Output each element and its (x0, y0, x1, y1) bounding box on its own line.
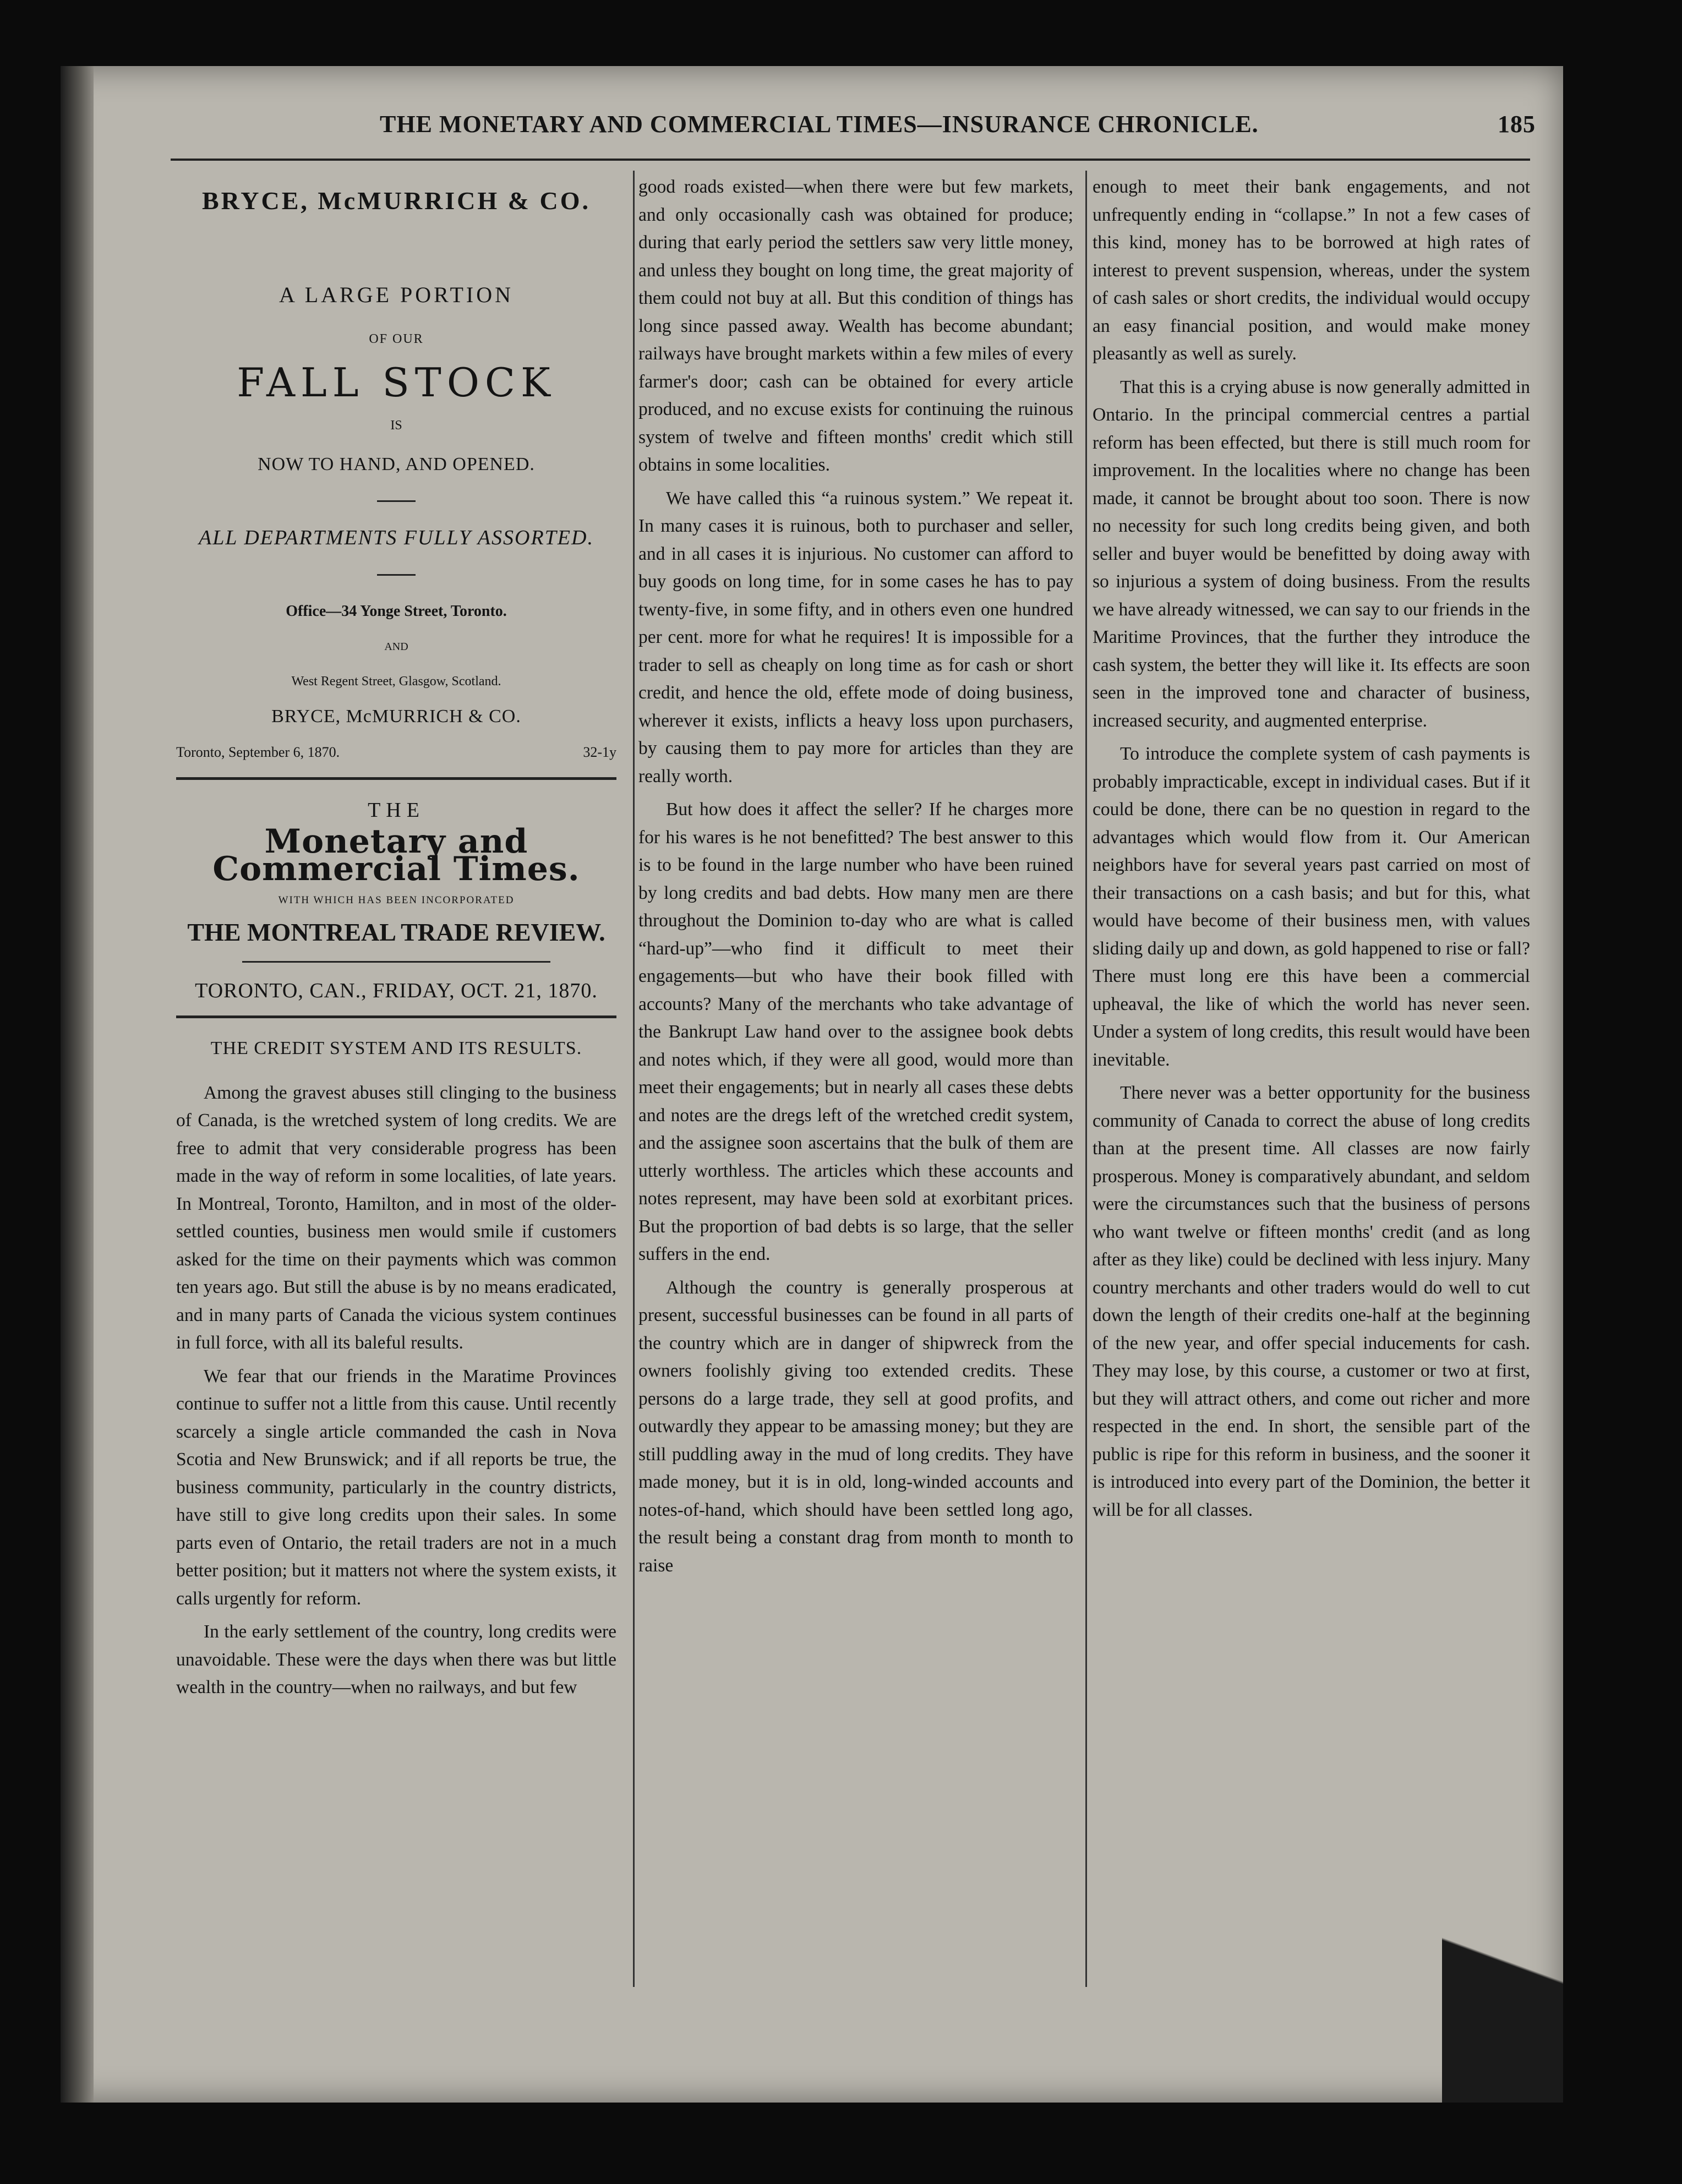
advertisement (176, 187, 616, 766)
column-3 (1093, 173, 1530, 1530)
paragraph: Among the gravest abuses still clinging to the business of Canada, is the wretched system of long credits. We are free to admit that very considerable progress has been made in the way of reform in some localities, of late years. In Montreal, Toronto, Hamilton, and in most of the older-settled counties, business men would smile if customers asked for the time on their payments which was common ten years ago. But still the abuse is by no means eradicated, and in many parts of Canada the vicious system continues in full force, with all its baleful results. (176, 1082, 616, 1353)
paragraph: In the early settlement of the country, long credits were unavoidable. These were the days when there was but little wealth in the country—when no railways, and but few (176, 1621, 616, 1697)
header-rule (171, 159, 1530, 161)
masthead-dateline: TORONTO, CAN., FRIDAY, OCT. 21, 1870. (195, 979, 598, 1002)
paragraph: good roads existed—when there were but few markets, and only occasionally cash was obtained for produce; during that early period the settlers saw very little money, and unless they bought on long time, the great majority of them could not buy at all. But this condition of things has long since passed away. Wealth has become abundant; railways have brought markets within a few miles of every farmer's door; cash can be obtained for every article produced, and no excuse exists for continuing the ruinous system of twelve and fifteen months' credit which still obtains in some localities. (638, 177, 1073, 475)
paragraph: enough to meet their bank engagements, and not unfrequently ending in “collapse.” In not a few cases of this kind, money has to be borrowed at high rates of interest to prevent suspension, whereas, under the system of cash sales or short credits, the individual would occupy an easy financial position, and would make money pleasantly as well as surely. (1093, 177, 1530, 364)
column-1 (176, 165, 616, 1707)
paragraph: We fear that our friends in the Maratime Provinces continue to suffer not a little from this cause. Until recently scarcely a single article commanded the cash in Nova Scotia and New Brunswick; and if all reports be true, the business community, particularly in the country districts, have still to give long credits upon their sales. In some parts even of Ontario, the retail traders are not in a much better position; but it matters not where the system exists, it calls urgently for reform. (176, 1366, 616, 1609)
page-binding (61, 66, 94, 2103)
ad-and: AND (384, 641, 408, 653)
masthead-title: Monetary and Commercial Times. (212, 822, 580, 888)
paragraph: To introduce the complete system of cash payments is probably impracticable, except in individual cases. But if it could be done, there can be no question in regard to the advantages which would flow from it. Our American neighbors have for several years past carried on most of their transactions on a cash basis; and but for this, what would have become of their business men, with values sliding daily up and down, as gold happened to rise or fall? There must long ere this have been a commercial upheaval, the like of which the world has never seen. Under a system of long credits, this result would have been inevitable. (1093, 744, 1530, 1070)
ad-line-4: IS (390, 418, 402, 433)
running-title: THE MONETARY AND COMMERCIAL TIMES—INSURANCE CHRONICLE. (380, 110, 1259, 138)
newspaper-page (61, 66, 1563, 2103)
masthead-with: WITH WHICH HAS BEEN INCORPORATED (278, 894, 515, 906)
column-rule-1 (633, 171, 635, 1987)
running-header (380, 99, 1536, 149)
ad-line-3: FALL STOCK (237, 359, 556, 406)
column-rule-2 (1085, 171, 1087, 1987)
paragraph: But how does it affect the seller? If he charges more for his wares is he not benefitted? The best answer to this is to be found in the large number who have been ruined by long credits and bad debts. How many men are there throughout the Dominion to-day who are what is called “hard-up”—who find it difficult to meet their engagements—but who have their book filled with accounts? Many of the merchants who take advantage of the Bankrupt Law hand over to the assignee book debts and notes which, if they were all good, would more than meet their engagements; but in nearly all cases these debts and notes are the dregs left of the wretched credit system, and the assignee soon ascertains that the bulk of them are utterly worthless. The articles which these accounts and notes represent, may have been sold at exorbitant prices. But the proportion of bad debts is so large, that the seller suffers in the end. (638, 799, 1073, 1264)
article-title: THE CREDIT SYSTEM AND ITS RESULTS. (210, 1038, 582, 1058)
paragraph: Although the country is generally prosperous at present, successful businesses can be found in all parts of the country which are in danger of shipwreck from the owners foolishly giving too extended credits. These persons do a large trade, they sell at good profits, and outwardly they appear to be amassing money; but they are still puddling away in the mud of long credits. They have made money, but it is in old, long-winded accounts and notes-of-hand, which should have been settled long ago, the result being a constant drag from month to month to raise (638, 1277, 1073, 1576)
ad-line-2: OF OUR (369, 332, 424, 346)
torn-corner (1442, 1871, 1563, 2103)
ad-date: Toronto, September 6, 1870. (176, 744, 340, 760)
ad-west: West Regent Street, Glasgow, Scotland. (291, 674, 501, 689)
ad-dash-1 (377, 500, 416, 502)
ad-dash-2 (377, 574, 416, 576)
ad-office: Office—34 Yonge Street, Toronto. (286, 602, 507, 620)
masthead-rule (176, 1015, 616, 1018)
ad-firm-signature: BRYCE, McMURRICH & CO. (271, 706, 521, 727)
masthead (176, 796, 616, 1004)
paragraph: We have called this “a ruinous system.” We repeat it. In many cases it is ruinous, both to purchaser and seller, and in all cases it is injurious. No customer can afford to buy goods on long time, for in some cases he has to pay twenty-five, in some fifty, and in others even one hundred per cent. more for what he requires! It is impossible for a trader to sell as cheaply on long time as for cash or short credit, and hence the old, effete mode of doing business, wherever it exists, inflicts a heavy loss upon purchasers, by causing them to pay more for articles than they are really worth. (638, 488, 1073, 787)
masthead-the: THE (368, 799, 425, 822)
ad-line-1: A LARGE PORTION (279, 282, 514, 307)
ad-dateline (176, 739, 616, 767)
ad-line-6: ALL DEPARTMENTS FULLY ASSORTED. (199, 526, 594, 549)
ad-rule (176, 777, 616, 780)
page-number: 185 (1498, 110, 1536, 138)
paragraph: There never was a better opportunity for the business community of Canada to correct the abuse of long credits than at the present time. All classes are now fairly prosperous. Money is comparatively abundant, and seldom were the circumstances such that the business of persons who want twelve or fifteen months' credit (and as long after as they like) could be declined with less injury. Many country merchants and other traders would do well to cut down the length of their credits one-half at the beginning of the new year, and offer special inducements for cash. They may lose, by this course, a customer or two at first, but they will attract others, and come out richer and more respected in the end. In short, the sensible part of the public is ripe for this reform in business, and the sooner it is introduced into every part of the Dominion, the better it will be for all classes. (1093, 1083, 1530, 1520)
ad-firm-heading: BRYCE, McMURRICH & CO. (201, 187, 591, 215)
paragraph: That this is a crying abuse is now generally admitted in Ontario. In the principal commercial centres a partial reform has been effected, but there is still much room for improvement. In the localities where no change has been made, it cannot be brought about too soon. There is now no necessity for such long credits being given, and both seller and buyer would be benefitted by doing away with so injurious a system of doing business. From the results we have already witnessed, we can say to our friends in the Maritime Provinces, that the further they introduce the cash system, the better they will like it. Its effects are soon seen in the improved tone and character of business, increased security, and augmented enterprise. (1093, 376, 1530, 731)
ad-line-5: NOW TO HAND, AND OPENED. (258, 454, 535, 474)
column-2 (638, 173, 1073, 1585)
masthead-review: THE MONTREAL TRADE REVIEW. (187, 918, 605, 946)
ad-code: 32-1y (583, 744, 616, 760)
masthead-ornament (242, 961, 550, 963)
